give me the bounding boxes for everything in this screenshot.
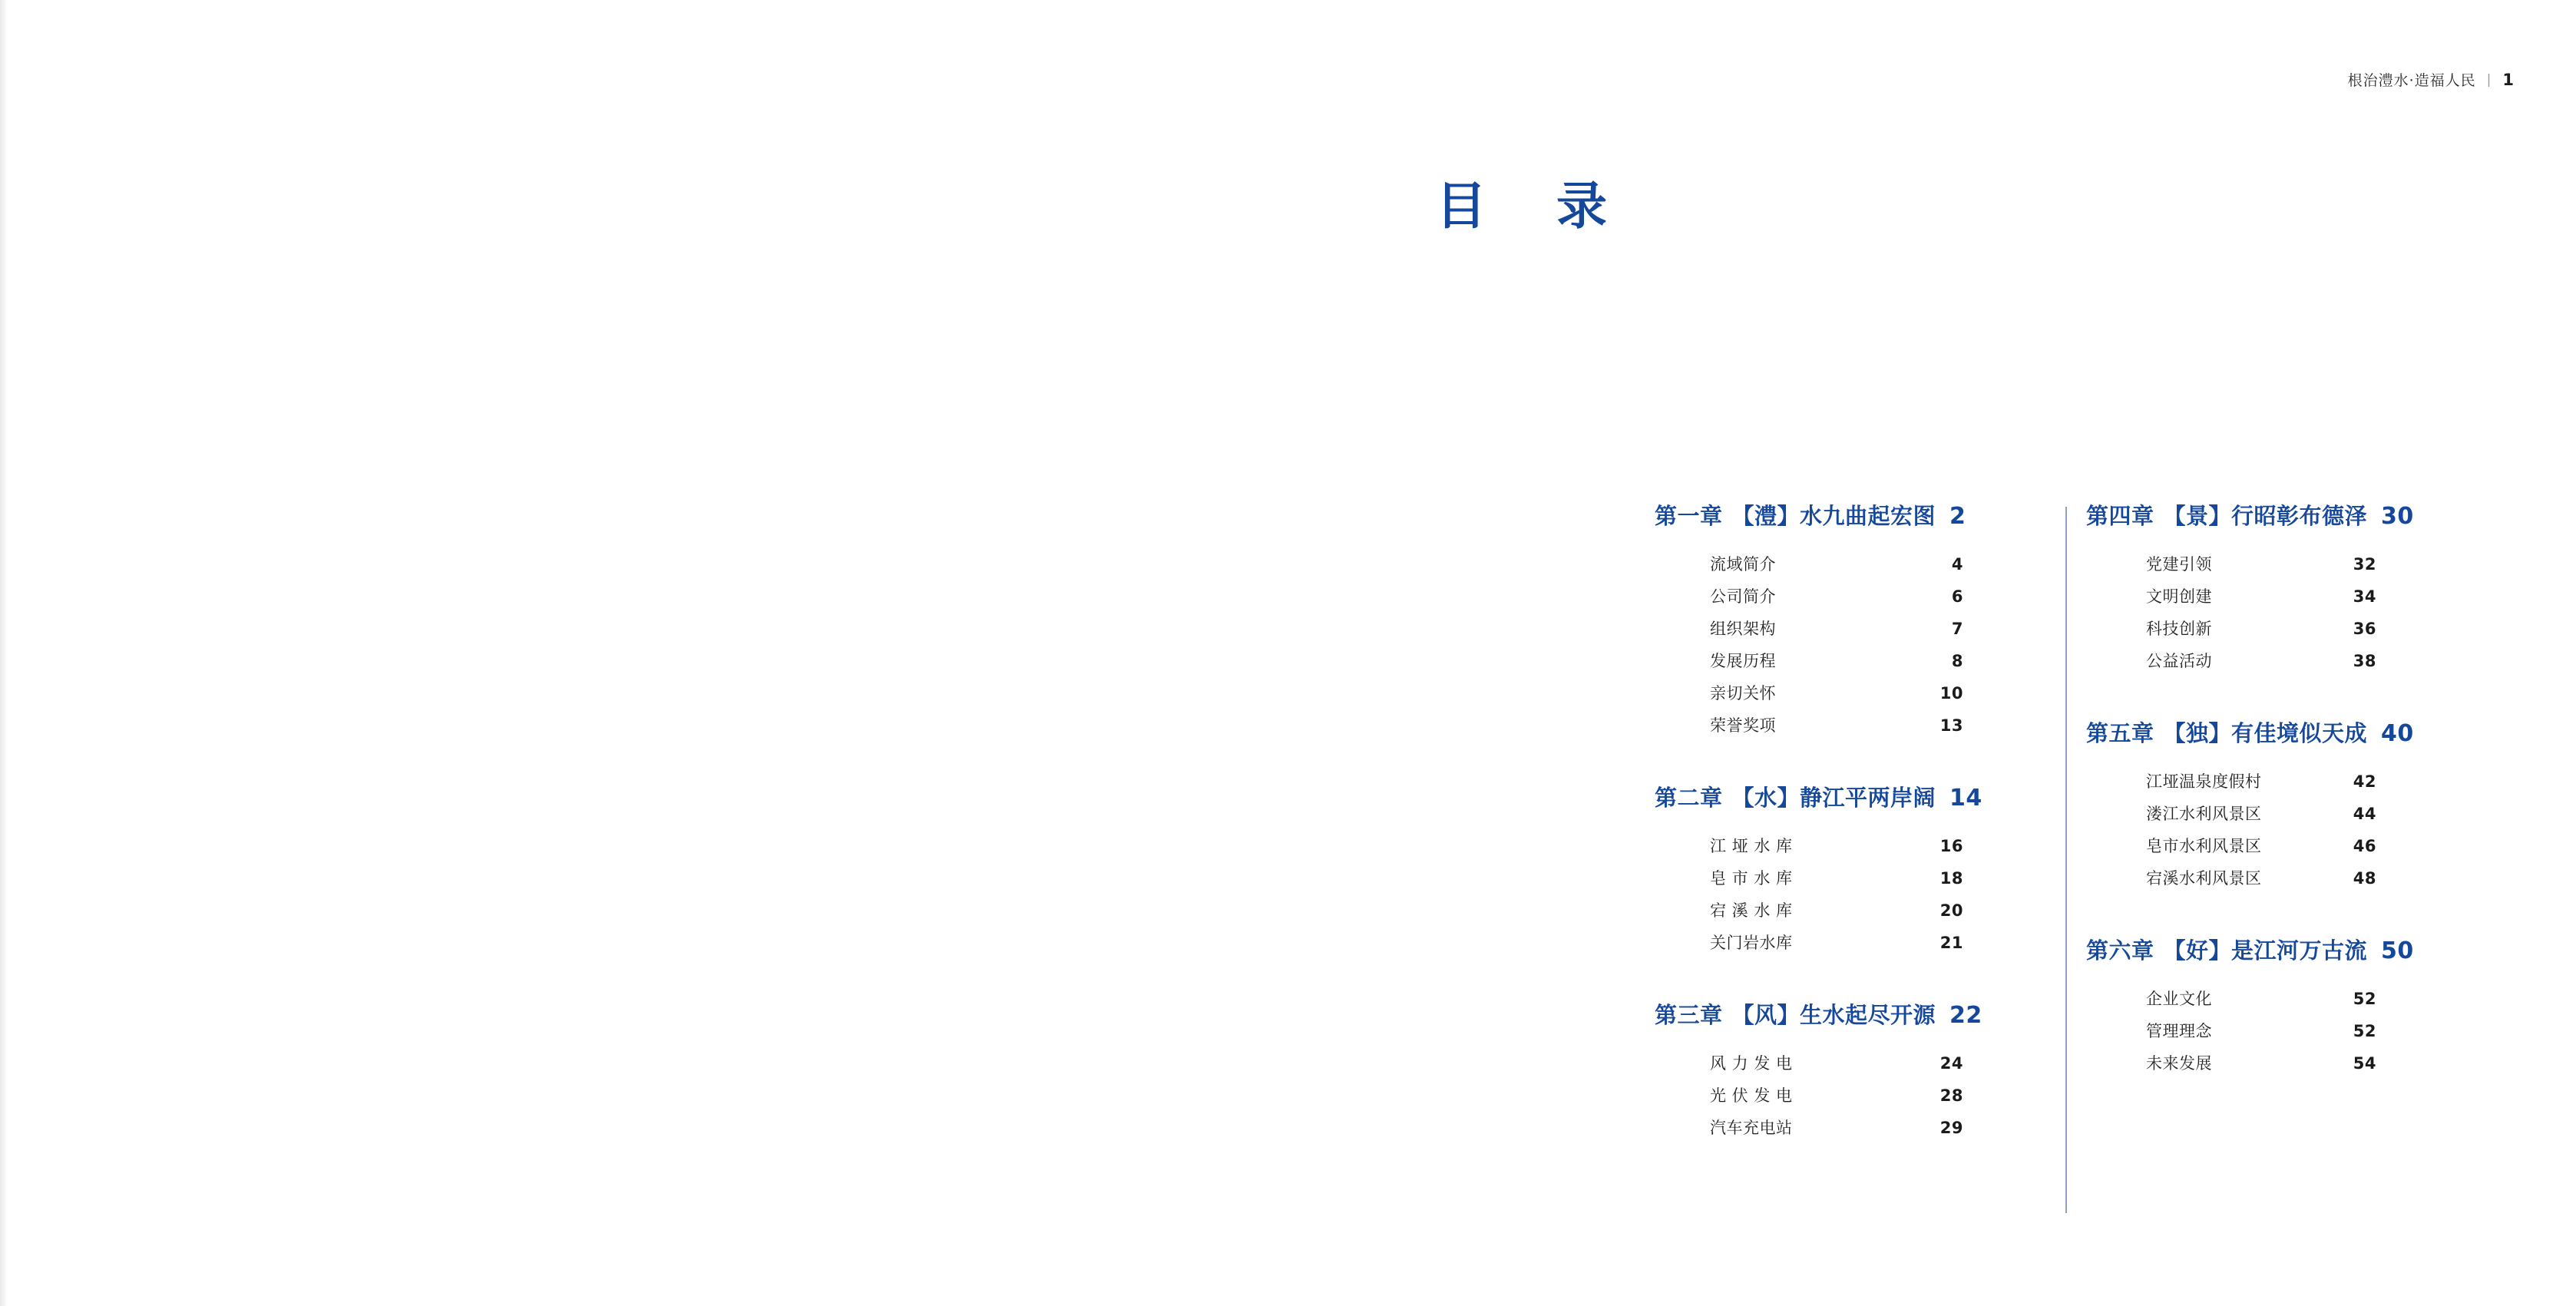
toc-entry[interactable] bbox=[1710, 709, 1963, 741]
chapter-number: 第二章 bbox=[1655, 785, 1723, 811]
chapter-title: 【景】行昭彰布德泽 bbox=[2163, 503, 2368, 529]
chapter-title: 【水】静江平两岸阔 bbox=[1731, 785, 1936, 811]
toc-entry[interactable] bbox=[1710, 612, 1963, 644]
entry-label: 科技创新 bbox=[2146, 620, 2212, 638]
chapter-title: 【风】生水起尽开源 bbox=[1731, 1002, 1936, 1028]
chapter-heading[interactable] bbox=[1655, 998, 2039, 1030]
chapter-number: 第一章 bbox=[1655, 503, 1723, 529]
table-of-contents bbox=[1655, 499, 2507, 1143]
entry-label: 荣誉奖项 bbox=[1710, 716, 1776, 735]
entry-page: 8 bbox=[1951, 652, 1963, 670]
entry-page: 20 bbox=[1939, 901, 1963, 920]
chapter-entries bbox=[2146, 982, 2376, 1079]
chapter-page: 14 bbox=[1949, 785, 1982, 812]
entry-page: 54 bbox=[2353, 1054, 2376, 1073]
entry-page: 24 bbox=[1939, 1054, 1963, 1073]
toc-chapter[interactable] bbox=[1655, 998, 2039, 1143]
toc-chapter[interactable] bbox=[2086, 499, 2470, 676]
toc-entry[interactable] bbox=[1710, 1079, 1963, 1111]
header-slogan: 根治澧水·造福人民 bbox=[2347, 72, 2476, 89]
entry-page: 32 bbox=[2353, 555, 2376, 574]
entry-label: 皂 市 水 库 bbox=[1710, 869, 1793, 888]
chapter-page: 2 bbox=[1949, 503, 1966, 530]
toc-entry[interactable] bbox=[2146, 765, 2376, 797]
entry-label: 皂市水利风景区 bbox=[2146, 837, 2262, 855]
toc-entry[interactable] bbox=[1710, 1111, 1963, 1143]
toc-chapter[interactable] bbox=[2086, 934, 2470, 1079]
entry-label: 流域简介 bbox=[1710, 555, 1776, 574]
entry-page: 48 bbox=[2353, 869, 2376, 888]
entry-label: 宕 溪 水 库 bbox=[1710, 901, 1793, 920]
entry-label: 江 垭 水 库 bbox=[1710, 837, 1793, 855]
chapter-heading[interactable] bbox=[2086, 716, 2470, 748]
entry-page: 34 bbox=[2353, 587, 2376, 606]
entry-page: 7 bbox=[1951, 620, 1963, 638]
chapter-entries bbox=[2146, 547, 2376, 676]
entry-label: 公司简介 bbox=[1710, 587, 1776, 606]
toc-left-column bbox=[1655, 499, 2039, 1143]
chapter-entries bbox=[1710, 1046, 1963, 1143]
chapter-entries bbox=[2146, 765, 2376, 894]
chapter-heading[interactable] bbox=[2086, 499, 2470, 531]
entry-page: 36 bbox=[2353, 620, 2376, 638]
toc-entry[interactable] bbox=[2146, 1014, 2376, 1046]
toc-entry[interactable] bbox=[1710, 1046, 1963, 1079]
toc-entry[interactable] bbox=[1710, 894, 1963, 926]
chapter-page: 22 bbox=[1949, 1002, 1982, 1029]
entry-label: 未来发展 bbox=[2146, 1054, 2212, 1073]
toc-entry[interactable] bbox=[1710, 829, 1963, 861]
entry-page: 16 bbox=[1939, 837, 1963, 855]
entry-page: 28 bbox=[1939, 1086, 1963, 1105]
chapter-number: 第六章 bbox=[2086, 937, 2154, 964]
entry-page: 52 bbox=[2353, 1022, 2376, 1040]
entry-page: 44 bbox=[2353, 805, 2376, 823]
entry-page: 4 bbox=[1951, 555, 1963, 574]
toc-entry[interactable] bbox=[2146, 644, 2376, 676]
entry-page: 6 bbox=[1951, 587, 1963, 606]
toc-entry[interactable] bbox=[2146, 861, 2376, 894]
toc-entry[interactable] bbox=[1710, 926, 1963, 958]
toc-entry[interactable] bbox=[1710, 676, 1963, 709]
entry-page: 46 bbox=[2353, 837, 2376, 855]
chapter-title: 【澧】水九曲起宏图 bbox=[1731, 503, 1936, 529]
chapter-number: 第三章 bbox=[1655, 1002, 1723, 1028]
entry-label: 溇江水利风景区 bbox=[2146, 805, 2262, 823]
entry-label: 风 力 发 电 bbox=[1710, 1054, 1793, 1073]
chapter-entries bbox=[1710, 829, 1963, 958]
toc-entry[interactable] bbox=[2146, 580, 2376, 612]
chapter-title: 【独】有佳境似天成 bbox=[2163, 720, 2368, 746]
toc-entry[interactable] bbox=[2146, 612, 2376, 644]
toc-chapter[interactable] bbox=[2086, 716, 2470, 894]
toc-entry[interactable] bbox=[2146, 982, 2376, 1014]
chapter-number: 第五章 bbox=[2086, 720, 2154, 746]
entry-page: 42 bbox=[2353, 772, 2376, 791]
toc-entry[interactable] bbox=[2146, 1046, 2376, 1079]
chapter-page: 40 bbox=[2381, 720, 2414, 747]
toc-entry[interactable] bbox=[1710, 580, 1963, 612]
chapter-page: 30 bbox=[2381, 503, 2414, 530]
entry-page: 52 bbox=[2353, 990, 2376, 1008]
chapter-entries bbox=[1710, 547, 1963, 741]
entry-label: 文明创建 bbox=[2146, 587, 2212, 606]
toc-entry[interactable] bbox=[2146, 829, 2376, 861]
entry-label: 江垭温泉度假村 bbox=[2146, 772, 2262, 791]
entry-page: 10 bbox=[1939, 684, 1963, 703]
chapter-heading[interactable] bbox=[2086, 934, 2470, 965]
entry-page: 18 bbox=[1939, 869, 1963, 888]
toc-chapter[interactable] bbox=[1655, 499, 2039, 741]
entry-page: 21 bbox=[1939, 934, 1963, 952]
entry-label: 关门岩水库 bbox=[1710, 934, 1793, 952]
page-title: 目 录 bbox=[1436, 177, 1633, 236]
entry-label: 管理理念 bbox=[2146, 1022, 2212, 1040]
toc-entry[interactable] bbox=[2146, 797, 2376, 829]
entry-label: 企业文化 bbox=[2146, 990, 2212, 1008]
entry-label: 宕溪水利风景区 bbox=[2146, 869, 2262, 888]
toc-entry[interactable] bbox=[2146, 547, 2376, 580]
entry-label: 党建引领 bbox=[2146, 555, 2212, 574]
entry-page: 29 bbox=[1939, 1119, 1963, 1137]
toc-entry[interactable] bbox=[1710, 644, 1963, 676]
entry-label: 亲切关怀 bbox=[1710, 684, 1776, 703]
header-page-number: 1 bbox=[2502, 70, 2515, 89]
toc-entry[interactable] bbox=[1710, 861, 1963, 894]
chapter-heading[interactable] bbox=[1655, 499, 2039, 531]
entry-page: 38 bbox=[2353, 652, 2376, 670]
toc-right-column bbox=[2039, 499, 2470, 1143]
entry-label: 光 伏 发 电 bbox=[1710, 1086, 1793, 1105]
header-separator: | bbox=[2486, 71, 2492, 88]
toc-entry[interactable] bbox=[1710, 547, 1963, 580]
chapter-number: 第四章 bbox=[2086, 503, 2154, 529]
entry-page: 13 bbox=[1939, 716, 1963, 735]
chapter-heading[interactable] bbox=[1655, 781, 2039, 812]
toc-chapter[interactable] bbox=[1655, 781, 2039, 958]
entry-label: 发展历程 bbox=[1710, 652, 1776, 670]
entry-label: 汽车充电站 bbox=[1710, 1119, 1793, 1137]
entry-label: 组织架构 bbox=[1710, 620, 1776, 638]
chapter-page: 50 bbox=[2381, 937, 2414, 964]
page-header bbox=[2348, 69, 2515, 90]
chapter-title: 【好】是江河万古流 bbox=[2163, 937, 2368, 964]
entry-label: 公益活动 bbox=[2146, 652, 2212, 670]
